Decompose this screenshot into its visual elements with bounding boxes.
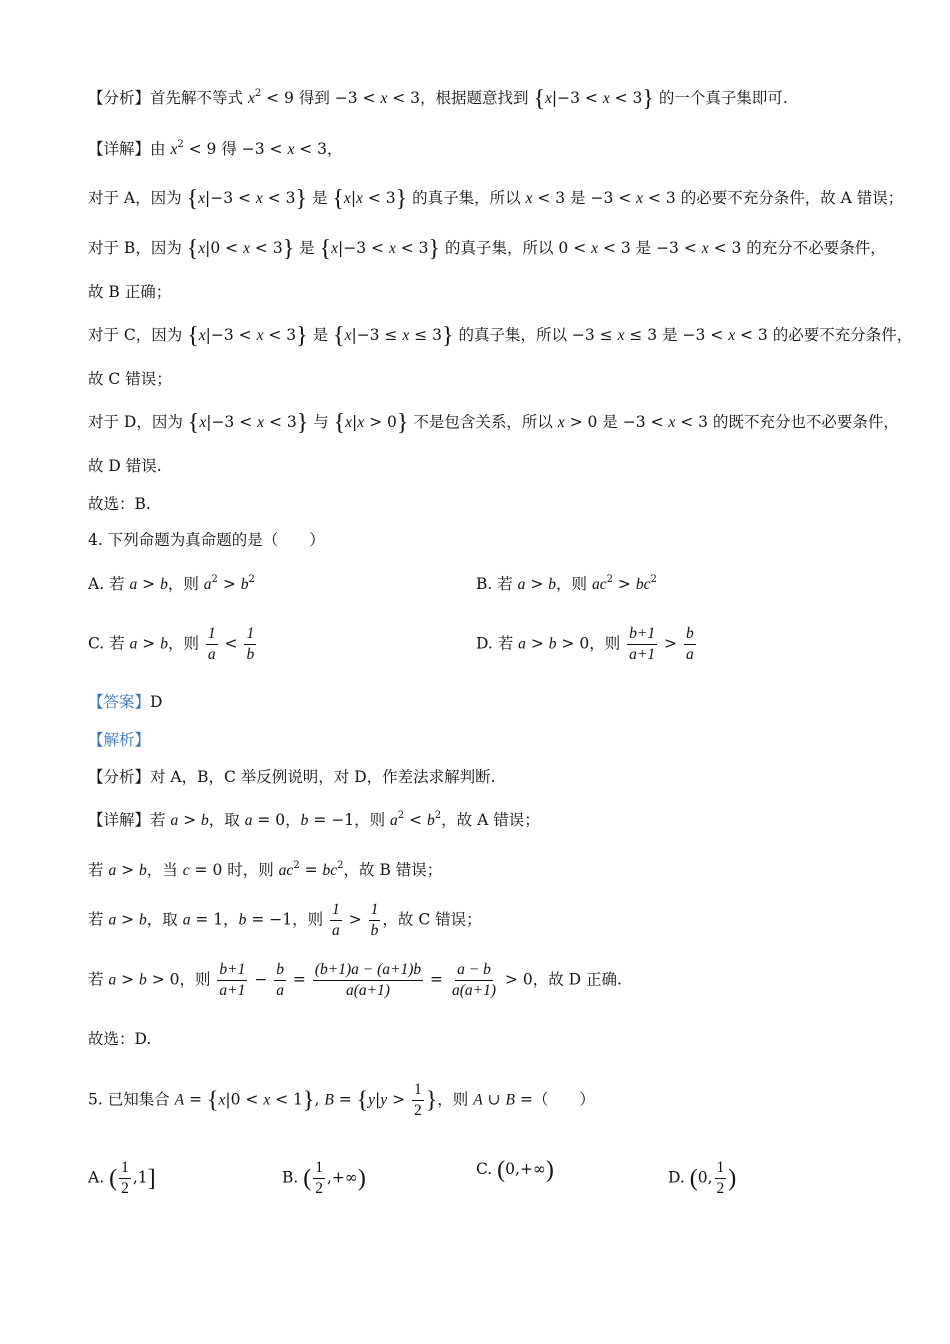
option-c-cont: 故 C 错误； <box>88 370 172 388</box>
q5-option-a: A. ( $\frac{1}{2}$ ,1] <box>88 1159 156 1197</box>
q4-detail-a: 【详解】若 a > b，取 a = 0，b = −1，则 $a^2 < b^2$，故 A 错误； <box>88 810 540 829</box>
question-5-stem: 5. 已知集合 A = {x|0 < x < 1}, B = {y|y > $\frac{1}{2}$ }，则 A ∪ B =（ ） <box>88 1081 595 1119</box>
q5-option-c: C. (0,+∞) <box>476 1157 554 1183</box>
q4-option-c: C. 若 a > b，则 $\frac{1}{a}$ < $\frac{1}{b}$ <box>88 625 255 663</box>
q4-option-b: B. 若 a > b，则 $ac^2 > bc^2$ <box>476 574 657 593</box>
option-b-cont: 故 B 正确； <box>88 283 172 301</box>
q4-detail-b: 若 a > b，当 c = 0 时，则 $ac^2 = bc^2$，故 B 错误； <box>88 860 443 879</box>
question-4-stem: 4. 下列命题为真命题的是（ ） <box>88 531 325 549</box>
analysis-label: 【解析】 <box>88 731 151 749</box>
option-c-line: 对于 C，因为 {x|−3 < x < 3} 是 {x|−3 ≤ x ≤ 3} 的真子集，所以 −3 ≤ x ≤ 3 是 −3 < x < 3 的必要不充分条件， <box>88 323 913 349</box>
q5-option-b: B. ( $\frac{1}{2}$ ,+∞) <box>282 1159 366 1197</box>
q4-detail-c: 若 a > b，取 a = 1，b = −1，则 $\frac{1}{a}$ > $\frac{1}{b}$ ，故 C 错误； <box>88 901 482 939</box>
answer-line: 【答案】D <box>88 693 163 711</box>
q4-option-a: A. 若 a > b，则 $a^2 > b^2$ <box>88 574 255 593</box>
q4-choice: 故选：D. <box>88 1030 152 1048</box>
option-d-line: 对于 D，因为 {x|−3 < x < 3} 与 {x|x > 0} 不是包含关系，所以 x > 0 是 −3 < x < 3 的既不充分也不必要条件， <box>88 410 899 436</box>
q5-option-d: D. (0, $\frac{1}{2}$ ) <box>668 1159 737 1197</box>
q4-analysis: 【分析】对 A，B，C 举反例说明，对 D，作差法求解判断. <box>88 768 496 786</box>
q4-detail-d: 若 a > b > 0，则 $\frac{b+1}{a+1}$ − $\frac{b}{a}$ = $\frac{(b+1)a - (a+1)b}{a(a+1)}$ = $\frac{a - b}{a(a+1)}$ > 0，故 D 正确. <box>88 961 622 999</box>
option-b-line: 对于 B，因为 {x|0 < x < 3} 是 {x|−3 < x < 3} 的真子集，所以 0 < x < 3 是 −3 < x < 3 的充分不必要条件， <box>88 236 886 262</box>
option-d-cont: 故 D 错误. <box>88 457 162 475</box>
choice-line: 故选：B. <box>88 495 151 513</box>
analysis-line: 【分析】首先解不等式 $x^2 < 9$ 得到 −3 < x < 3，根据题意找到 {x|−3 < x < 3} 的一个真子集即可. <box>88 86 788 112</box>
detail-line: 【详解】由 $x^2 < 9$ 得 −3 < x < 3， <box>88 139 343 158</box>
q4-option-d: D. 若 a > b > 0，则 $\frac{b+1}{a+1}$ > $\frac{b}{a}$ <box>476 625 694 663</box>
option-a-line: 对于 A，因为 {x|−3 < x < 3} 是 {x|x < 3} 的真子集，所以 x < 3 是 −3 < x < 3 的必要不充分条件，故 A 错误； <box>88 186 904 212</box>
